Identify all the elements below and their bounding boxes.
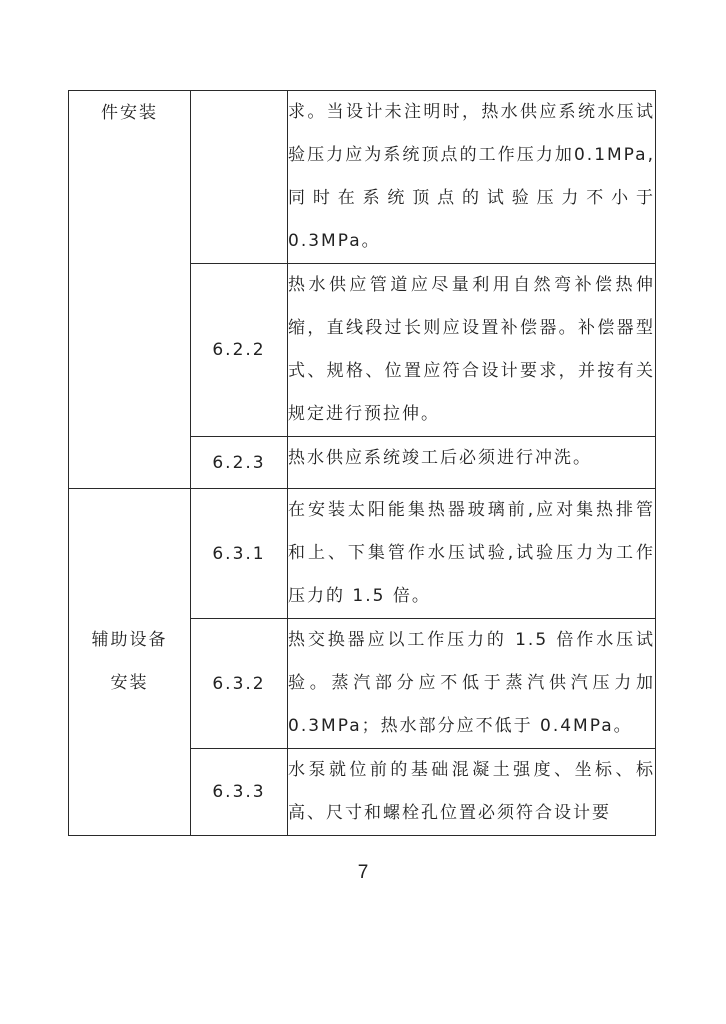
category-cell bbox=[69, 489, 191, 836]
clause-text-cell bbox=[288, 264, 656, 437]
clause-number-cell: 6.3.1 bbox=[191, 489, 288, 619]
clause-text-cell bbox=[288, 749, 656, 836]
clause-text-cell bbox=[288, 437, 656, 489]
page-number: 7 bbox=[357, 862, 369, 883]
category-label-line: 辅助设备 bbox=[91, 630, 168, 650]
clause-number-cell: 6.3.3 bbox=[191, 749, 288, 836]
category-label: 件安装 bbox=[101, 103, 158, 123]
table-row bbox=[69, 489, 656, 619]
clause-text-cell bbox=[288, 489, 656, 619]
clause-text-cell bbox=[288, 91, 656, 264]
clause-text: 热水供应管道应尽量利用自然弯补偿热伸缩，直线段过长则应设置补偿器。补偿器型式、规格、位置应符合设计要求，并按有关规定进行预拉伸。 bbox=[288, 275, 655, 424]
table-row bbox=[69, 91, 656, 264]
category-label-line: 安装 bbox=[110, 673, 149, 693]
category-cell bbox=[69, 91, 191, 489]
clause-text: 在安装太阳能集热器玻璃前,应对集热排管和上、下集管作水压试验,试验压力为工作压力的 1.5 倍。 bbox=[288, 500, 655, 606]
clause-number-cell: 6.2.2 bbox=[191, 264, 288, 437]
clause-number-cell: 6.3.2 bbox=[191, 619, 288, 749]
clause-text: 热交换器应以工作压力的 1.5 倍作水压试验。蒸汽部分应不低于蒸汽供汽压力加0.3MPa；热水部分应不低于 0.4MPa。 bbox=[288, 630, 655, 736]
clause-text-cell bbox=[288, 619, 656, 749]
clause-text: 求。当设计未注明时，热水供应系统水压试验压力应为系统顶点的工作压力加0.1MPa,同时在系统顶点的试验压力不小于 0.3MPa。 bbox=[288, 102, 655, 251]
clause-text: 水泵就位前的基础混凝土强度、坐标、标高、尺寸和螺栓孔位置必须符合设计要 bbox=[288, 760, 655, 823]
clause-text: 热水供应系统竣工后必须进行冲洗。 bbox=[288, 448, 592, 468]
clause-number-cell: 6.2.3 bbox=[191, 437, 288, 489]
clause-number-cell bbox=[191, 91, 288, 264]
specification-table bbox=[68, 90, 656, 836]
